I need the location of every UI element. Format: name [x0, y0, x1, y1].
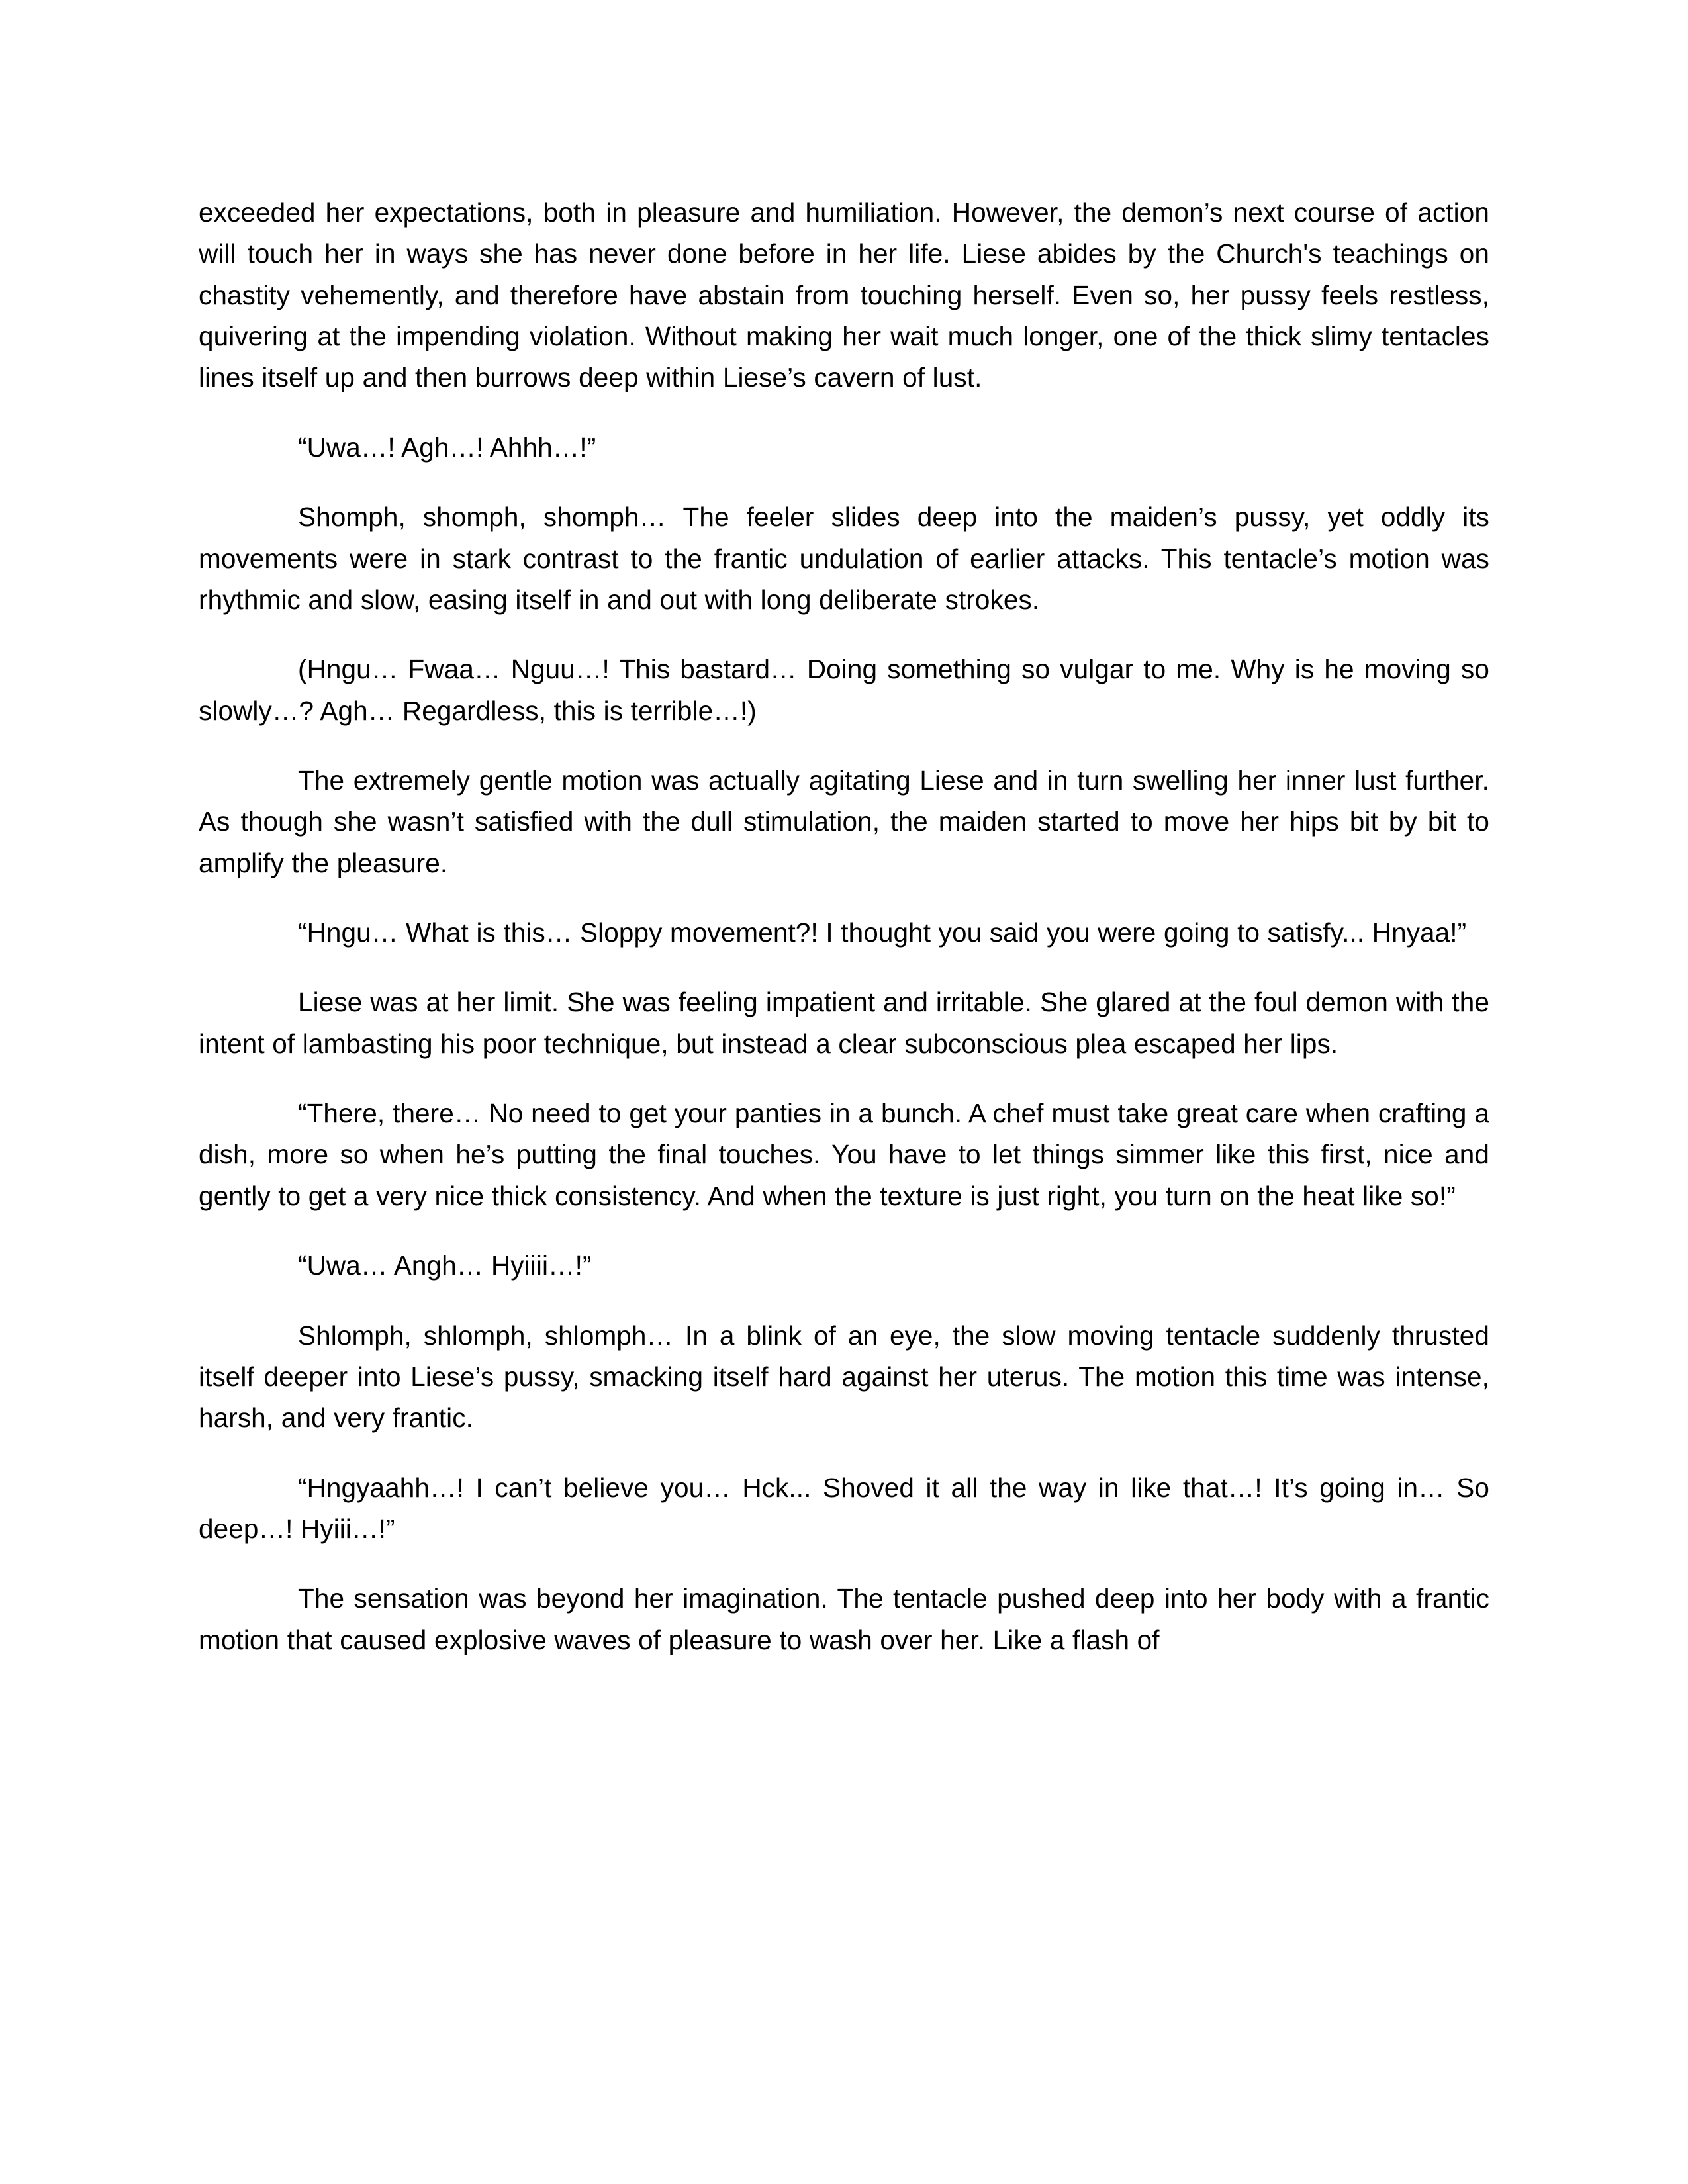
paragraph: (Hngu… Fwaa… Nguu…! This bastard… Doing something so vulgar to me. Why is he moving so slowly…? Agh… Regardless, this is terrible…!): [199, 654, 1489, 726]
paragraph: “Hngu… What is this… Sloppy movement?! I thought you said you were going to satisfy... Hnyaa!”: [298, 917, 1467, 948]
paragraph: Shlomph, shlomph, shlomph… In a blink of an eye, the slow moving tentacle suddenly thrusted itself deeper into Liese’s pussy, smacking itself hard against her uterus. The motion this time was intense, harsh, and very frantic.: [199, 1320, 1489, 1433]
document-text-body: [199, 192, 1489, 1661]
paragraph: Liese was at her limit. She was feeling impatient and irritable. She glared at the foul demon with the intent of lambasting his poor technique, but instead a clear subconscious plea escaped her lips.: [199, 987, 1489, 1059]
paragraph: “There, there… No need to get your panties in a bunch. A chef must take great care when crafting a dish, more so when he’s putting the final touches. You have to let things simmer like this first, nice and gently to get a very nice thick consistency. And when the texture is just right, you turn on the heat like so!”: [199, 1098, 1489, 1211]
paragraph: exceeded her expectations, both in pleasure and humiliation. However, the demon’s next course of action will touch her in ways she has never done before in her life. Liese abides by the Church's teachings on chastity vehemently, and therefore have abstain from touching herself. Even so, her pussy feels restless, quivering at the impending violation. Without making her wait much longer, one of the thick slimy tentacles lines itself up and then burrows deep within Liese’s cavern of lust.: [199, 197, 1489, 393]
paragraph: “Hngyaahh…! I can’t believe you… Hck... Shoved it all the way in like that…! It’s going in… So deep…! Hyiii…!”: [199, 1472, 1489, 1544]
paragraph: “Uwa…! Agh…! Ahhh…!”: [298, 432, 596, 463]
paragraph: “Uwa… Angh… Hyiiii…!”: [298, 1250, 592, 1281]
paragraph: The extremely gentle motion was actually agitating Liese and in turn swelling her inner lust further. As though she wasn’t satisfied with the dull stimulation, the maiden started to move her hips bit by bit to amplify the pleasure.: [199, 764, 1489, 878]
paragraph: Shomph, shomph, shomph… The feeler slides deep into the maiden’s pussy, yet oddly its movements were in stark contrast to the frantic undulation of earlier attacks. This tentacle’s motion was rhythmic and slow, easing itself in and out with long deliberate strokes.: [199, 502, 1489, 615]
paragraph: The sensation was beyond her imagination. The tentacle pushed deep into her body with a frantic motion that caused explosive waves of pleasure to wash over her. Like a flash of: [199, 1583, 1489, 1655]
